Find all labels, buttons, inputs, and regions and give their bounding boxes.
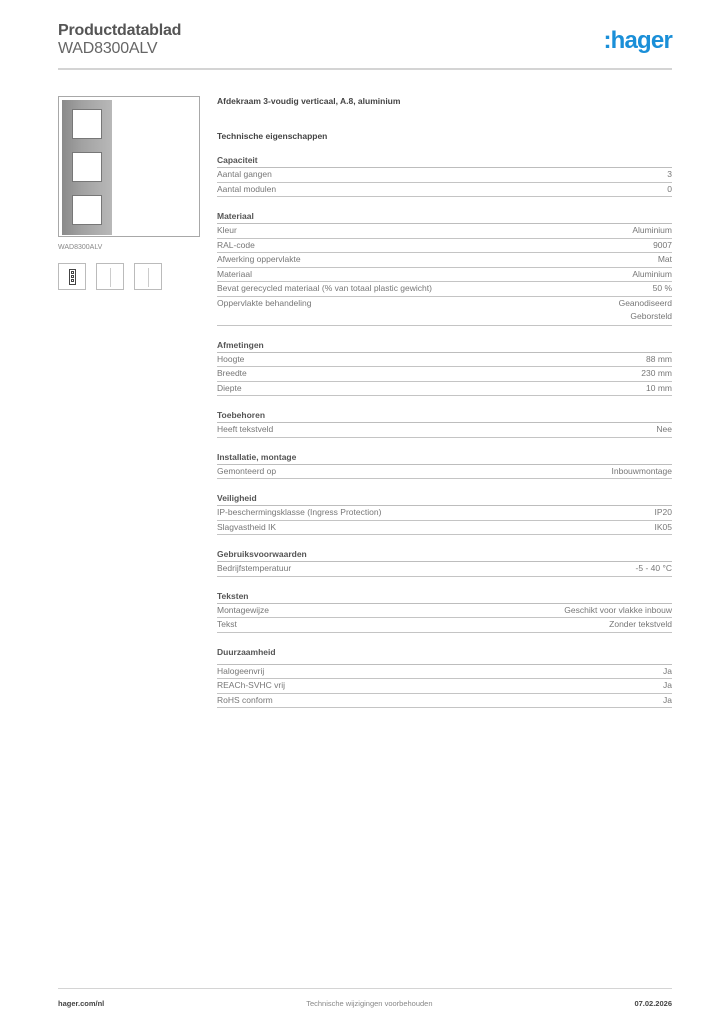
spec-value: IK05 — [654, 521, 672, 532]
spec-label: Diepte — [217, 382, 242, 393]
spec-value: -5 - 40 °C — [635, 563, 672, 573]
spec-row — [217, 665, 672, 680]
spec-section-installatie — [217, 452, 672, 480]
spec-label: IP-beschermingsklasse (Ingress Protection) — [217, 507, 382, 517]
spec-value: Ja — [663, 694, 672, 705]
spec-value: 10 mm — [646, 382, 672, 393]
spec-label: Materiaal — [217, 268, 252, 279]
section-title: Materiaal — [217, 211, 672, 224]
spec-label: Slagvastheid IK — [217, 521, 277, 532]
spec-value: 9007 — [653, 239, 672, 250]
spec-label: Montagewijze — [217, 604, 269, 615]
spec-section-duurzaamheid — [217, 647, 672, 709]
page-header — [58, 22, 672, 58]
spec-label: Breedte — [217, 368, 247, 378]
spec-label: Hoogte — [217, 353, 245, 364]
spec-row — [217, 297, 672, 326]
product-image-caption: WAD8300ALV — [58, 244, 103, 251]
spec-label: Oppervlakte behandeling — [217, 297, 312, 308]
section-title: Toebehoren — [217, 410, 672, 423]
spec-label: Halogeenvrij — [217, 665, 265, 676]
spec-value: Nee — [656, 424, 672, 434]
footer-divider — [58, 988, 672, 989]
spec-label: Kleur — [217, 225, 237, 235]
spec-section-capaciteit — [217, 155, 672, 197]
spec-section-veiligheid — [217, 493, 672, 535]
spec-row — [217, 679, 672, 694]
spec-row — [217, 367, 672, 382]
spec-row — [217, 465, 672, 480]
spec-value: Mat — [657, 254, 672, 264]
spec-row — [217, 604, 672, 619]
spec-value: IP20 — [654, 507, 672, 517]
spec-section-toebehoren — [217, 410, 672, 438]
spec-value: Aluminium — [632, 268, 672, 279]
spec-row — [217, 282, 672, 297]
spec-row — [217, 183, 672, 198]
spec-value: Geborsteld — [630, 311, 672, 321]
footer-website-link[interactable]: hager.com/nl — [58, 999, 105, 1008]
spec-label: RoHS conform — [217, 694, 273, 705]
spec-section-materiaal — [217, 211, 672, 326]
spec-row — [217, 423, 672, 438]
spec-value: Inbouwmontage — [611, 465, 672, 476]
spec-label: Tekst — [217, 619, 237, 629]
spec-value: 88 mm — [646, 353, 672, 364]
footer-date: 07.02.2026 — [634, 999, 672, 1008]
section-title: Installatie, montage — [217, 452, 672, 465]
profile-line-icon — [148, 268, 149, 287]
side-view-thumbnail[interactable] — [96, 263, 124, 290]
spec-value: Geschikt voor vlakke inbouw — [564, 604, 672, 615]
spec-label: REACh-SVHC vrij — [217, 680, 286, 690]
product-name: Afdekraam 3-voudig verticaal, A.8, aluminium — [217, 96, 401, 106]
thumbnail-strip — [58, 263, 162, 290]
cover-frame-graphic — [62, 100, 112, 235]
spec-value: 3 — [667, 169, 672, 179]
spec-value: Ja — [663, 680, 672, 690]
spec-section-teksten — [217, 591, 672, 633]
frame-icon — [69, 269, 76, 285]
article-number: WAD8300ALV — [58, 40, 158, 57]
spec-section-afmetingen — [217, 340, 672, 397]
spec-value: Aluminium — [632, 225, 672, 235]
spec-label: Heeft tekstveld — [217, 424, 274, 434]
document-title: Productdatablad — [58, 22, 182, 39]
section-title: Afmetingen — [217, 340, 672, 353]
spec-row — [217, 382, 672, 397]
page-footer — [58, 999, 672, 1008]
spec-value: Ja — [663, 665, 672, 676]
spec-label: Afwerking oppervlakte — [217, 254, 301, 264]
spec-row — [217, 224, 672, 239]
spec-row — [217, 253, 672, 268]
spec-label: RAL-code — [217, 239, 255, 250]
spec-section-gebruiksvoorwaarden — [217, 549, 672, 577]
frame-3-vertical-thumbnail[interactable] — [58, 263, 86, 290]
spec-row — [217, 168, 672, 183]
section-title: Capaciteit — [217, 155, 672, 168]
spec-row — [217, 506, 672, 521]
spec-value: Geanodiseerd — [618, 297, 672, 308]
header-divider — [58, 68, 672, 70]
product-specifications — [217, 96, 672, 708]
spec-row — [217, 618, 672, 633]
spec-label: Bedrijfstemperatuur — [217, 563, 292, 573]
profile-line-icon — [110, 268, 111, 287]
spec-value: Zonder tekstveld — [609, 619, 672, 629]
spec-row — [217, 353, 672, 368]
section-title: Teksten — [217, 591, 672, 604]
spec-row — [217, 694, 672, 709]
product-image — [58, 96, 200, 237]
spec-label: Bevat gerecycled materiaal (% van totaal plastic gewicht) — [217, 283, 432, 293]
spec-value: 230 mm — [641, 368, 672, 378]
spec-label: Aantal gangen — [217, 169, 272, 179]
section-title: Gebruiksvoorwaarden — [217, 549, 672, 562]
spec-row — [217, 268, 672, 283]
footer-disclaimer: Technische wijzigingen voorbehouden — [306, 999, 433, 1008]
spec-label: Aantal modulen — [217, 183, 277, 194]
spec-value: 0 — [667, 183, 672, 194]
spec-row — [217, 562, 672, 577]
spec-row — [217, 239, 672, 254]
hager-logo: :hager — [603, 27, 672, 54]
section-title: Duurzaamheid — [217, 647, 672, 665]
section-title: Veiligheid — [217, 493, 672, 506]
specs-title: Technische eigenschappen — [217, 131, 328, 141]
side-view-thumbnail[interactable] — [134, 263, 162, 290]
spec-row — [217, 521, 672, 536]
spec-label: Gemonteerd op — [217, 465, 277, 476]
spec-value-multiline — [619, 297, 672, 324]
spec-value: 50 % — [652, 283, 672, 293]
